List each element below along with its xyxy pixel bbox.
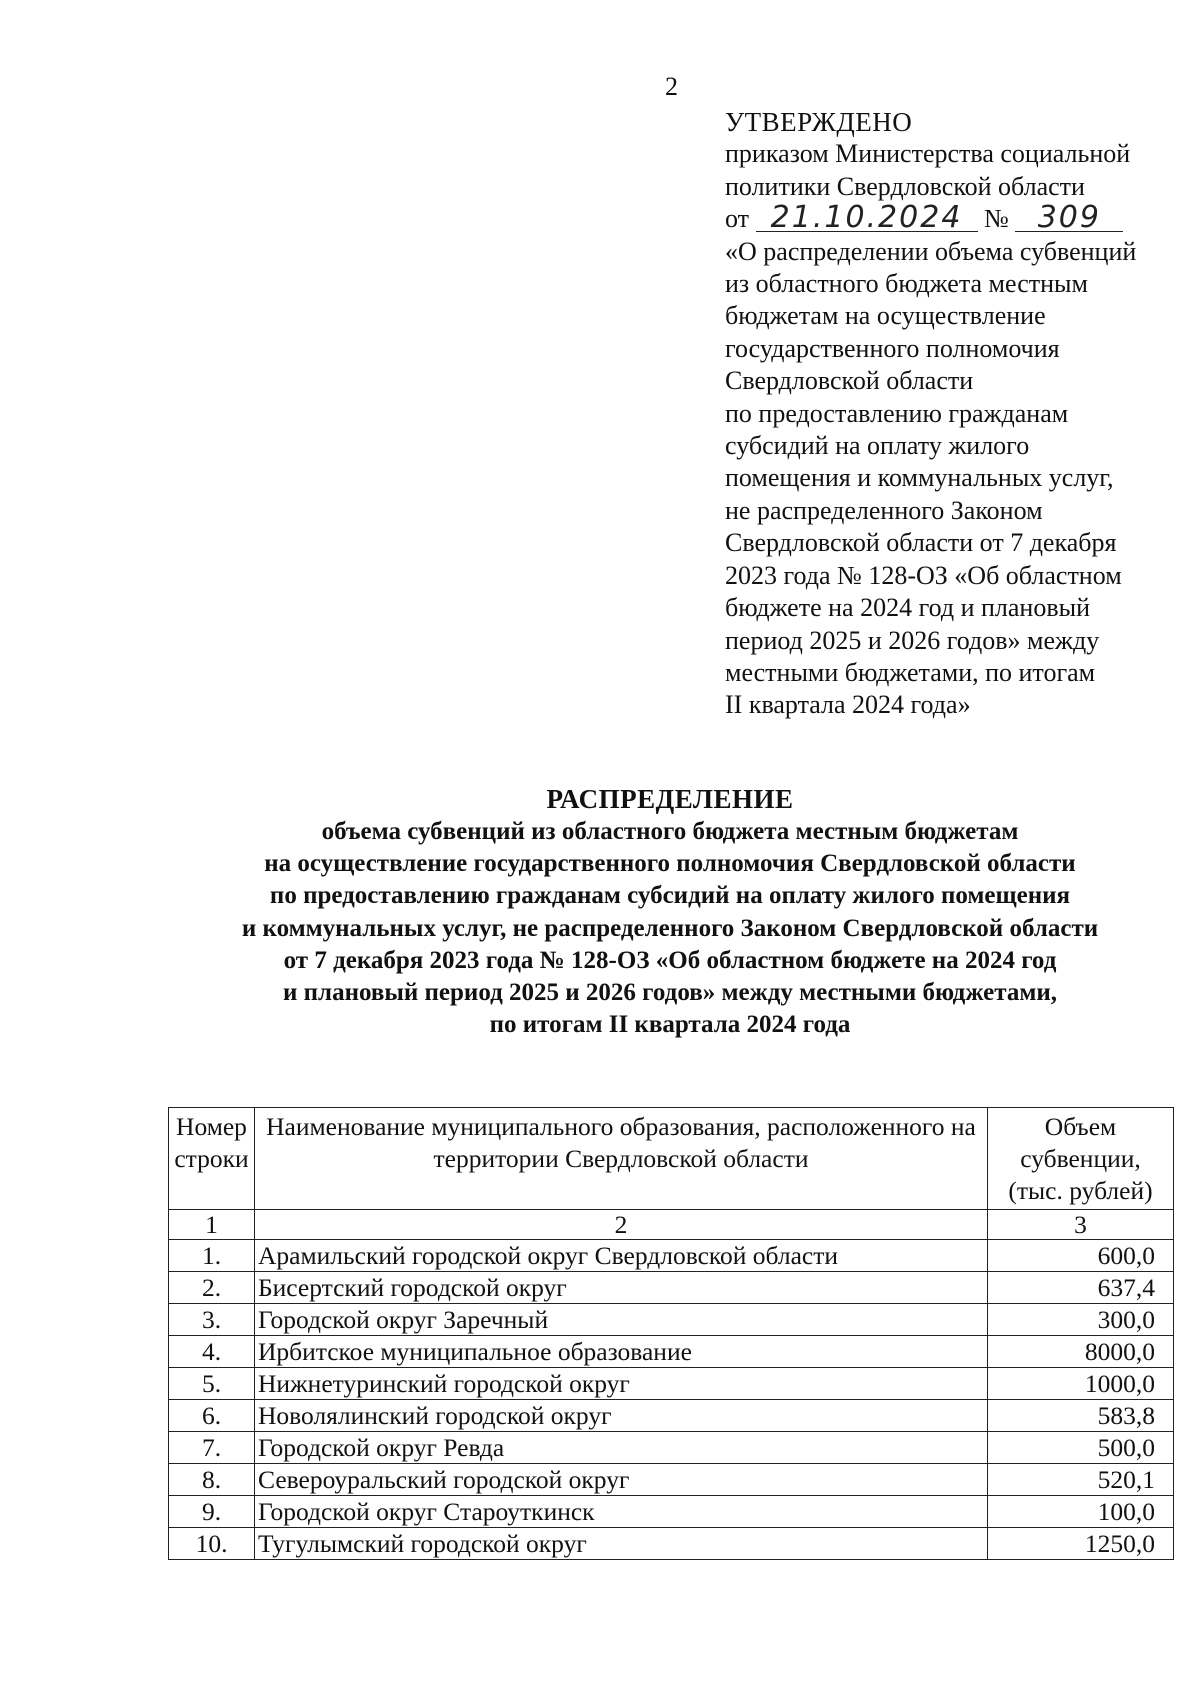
table-row bbox=[169, 1368, 1174, 1400]
row-number-cell: 2. bbox=[169, 1272, 255, 1304]
header-municipality-name: Наименование муниципального образования, расположенного на территории Свердловской области bbox=[255, 1108, 988, 1210]
column-index: 1 bbox=[169, 1210, 255, 1240]
row-number-cell: 7. bbox=[169, 1432, 255, 1464]
row-number-cell: 8. bbox=[169, 1464, 255, 1496]
handwritten-date: 21.10.2024 bbox=[756, 205, 978, 232]
approval-line: Свердловской области от 7 декабря bbox=[725, 528, 1117, 558]
approval-line: субсидий на оплату жилого bbox=[725, 431, 1030, 461]
table-row bbox=[169, 1272, 1174, 1304]
row-number-cell: 4. bbox=[169, 1336, 255, 1368]
row-number-cell: 10. bbox=[169, 1528, 255, 1560]
municipality-name-cell: Новолялинский городской округ bbox=[255, 1400, 988, 1432]
subvention-amount-cell: 583,8 bbox=[988, 1400, 1174, 1432]
heading-line: по предоставлению гражданам субсидий на оплату жилого помещения bbox=[269, 882, 1071, 910]
subvention-amount-cell: 500,0 bbox=[988, 1432, 1174, 1464]
approval-line: 2023 года № 128-ОЗ «Об областном bbox=[725, 560, 1122, 590]
row-number-cell: 9. bbox=[169, 1496, 255, 1528]
approval-line: период 2025 и 2026 годов» между bbox=[725, 625, 1100, 655]
table-row bbox=[169, 1432, 1174, 1464]
document-heading bbox=[130, 782, 1200, 1041]
table-row bbox=[169, 1528, 1174, 1560]
heading-line: по итогам II квартала 2024 года bbox=[489, 1011, 851, 1039]
date-prefix: от bbox=[725, 204, 750, 234]
approval-line: помещения и коммунальных услуг, bbox=[725, 463, 1114, 493]
heading-line: объема субвенций из областного бюджета местным бюджетам bbox=[321, 818, 1019, 845]
approval-line: «О распределении объема субвенций bbox=[725, 236, 1137, 266]
row-number-cell: 6. bbox=[169, 1400, 255, 1432]
table-row bbox=[169, 1400, 1174, 1432]
distribution-table bbox=[168, 1107, 1174, 1560]
table-row bbox=[169, 1496, 1174, 1528]
municipality-name-cell: Нижнетуринский городской округ bbox=[255, 1368, 988, 1400]
municipality-name-cell: Тугулымский городской округ bbox=[255, 1528, 988, 1560]
table-row bbox=[169, 1336, 1174, 1368]
handwritten-order-number: 309 bbox=[1015, 205, 1123, 232]
heading-line: от 7 декабря 2023 года № 128-ОЗ «Об областном бюджете на 2024 год bbox=[283, 946, 1057, 974]
approval-line: бюджетам на осуществление bbox=[725, 301, 1046, 331]
municipality-name-cell: Городской округ Ревда bbox=[255, 1432, 988, 1464]
approval-line: местными бюджетами, по итогам bbox=[725, 657, 1096, 687]
subvention-amount-cell: 520,1 bbox=[988, 1464, 1174, 1496]
approval-line: Свердловской области bbox=[725, 366, 974, 396]
municipality-name-cell: Ирбитское муниципальное образование bbox=[255, 1336, 988, 1368]
heading-title: РАСПРЕДЕЛЕНИЕ bbox=[546, 784, 794, 814]
table-body bbox=[169, 1210, 1174, 1560]
heading-line: на осуществление государственного полномочия Свердловской области bbox=[264, 850, 1076, 878]
subvention-amount-cell: 637,4 bbox=[988, 1272, 1174, 1304]
approval-line: по предоставлению гражданам bbox=[725, 398, 1069, 428]
heading-line: и плановый период 2025 и 2026 годов» между местными бюджетами, bbox=[282, 979, 1057, 1007]
table-row bbox=[169, 1464, 1174, 1496]
table-header-row bbox=[169, 1108, 1174, 1210]
approval-line: из областного бюджета местным bbox=[725, 269, 1088, 299]
approval-line: политики Свердловской области bbox=[725, 171, 1085, 201]
column-index: 2 bbox=[255, 1210, 988, 1240]
municipality-name-cell: Городской округ Староуткинск bbox=[255, 1496, 988, 1528]
table-row bbox=[169, 1240, 1174, 1272]
municipality-name-cell: Бисертский городской округ bbox=[255, 1272, 988, 1304]
header-row-number: Номер строки bbox=[169, 1108, 255, 1210]
column-index: 3 bbox=[988, 1210, 1174, 1240]
subvention-amount-cell: 300,0 bbox=[988, 1304, 1174, 1336]
municipality-name-cell: Североуральский городской округ bbox=[255, 1464, 988, 1496]
approval-line: государственного полномочия bbox=[725, 333, 1060, 363]
table-row bbox=[169, 1304, 1174, 1336]
row-number-cell: 1. bbox=[169, 1240, 255, 1272]
row-number-cell: 5. bbox=[169, 1368, 255, 1400]
approval-line: не распределенного Законом bbox=[725, 495, 1043, 525]
approval-line: II квартала 2024 года» bbox=[725, 690, 971, 720]
header-subvention-amount: Объем субвенции, (тыс. рублей) bbox=[988, 1108, 1174, 1210]
approval-title: УТВЕРЖДЕНО bbox=[725, 107, 913, 137]
approval-line: бюджете на 2024 год и плановый bbox=[725, 593, 1090, 623]
heading-line: и коммунальных услуг, не распределенного Законом Свердловской области bbox=[241, 914, 1099, 942]
municipality-name-cell: Городской округ Заречный bbox=[255, 1304, 988, 1336]
approval-block bbox=[725, 106, 1190, 722]
subvention-amount-cell: 1000,0 bbox=[988, 1368, 1174, 1400]
approval-line: приказом Министерства социальной bbox=[725, 139, 1131, 169]
number-sign: № bbox=[984, 204, 1009, 234]
municipality-name-cell: Арамильский городской округ Свердловской области bbox=[255, 1240, 988, 1272]
column-index-row bbox=[169, 1210, 1174, 1240]
order-date-number-line bbox=[725, 200, 1190, 236]
row-number-cell: 3. bbox=[169, 1304, 255, 1336]
subvention-amount-cell: 600,0 bbox=[988, 1240, 1174, 1272]
subvention-amount-cell: 100,0 bbox=[988, 1496, 1174, 1528]
subvention-amount-cell: 1250,0 bbox=[988, 1528, 1174, 1560]
page-number: 2 bbox=[665, 72, 678, 101]
subvention-amount-cell: 8000,0 bbox=[988, 1336, 1174, 1368]
